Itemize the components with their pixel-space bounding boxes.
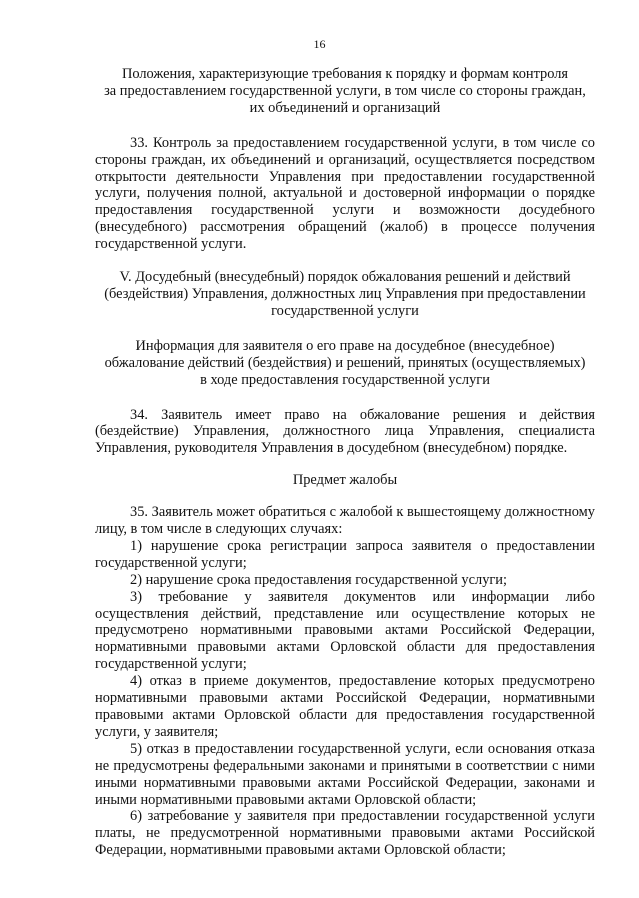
- paragraph-35: 35. Заявитель может обратиться с жалобой к вышестоящему должностному лицу, в том числе в следующих случаях:: [95, 504, 595, 538]
- page-number: 16: [313, 37, 326, 51]
- section-heading-control: [95, 66, 595, 117]
- paragraph-34: 34. Заявитель имеет право на обжалование решения и действия (бездействие) Управления, должностного лица Управления, специалиста Управления, руководителя Управления в досудебном (внесудебном) порядке.: [95, 406, 595, 457]
- heading-line: Положения, характеризующие требования к порядку и формам контроля: [121, 66, 569, 82]
- heading-line: (бездействия) Управления, должностных лиц Управления при предоставлении: [104, 285, 586, 302]
- heading-line: Информация для заявителя о его праве на досудебное (внесудебное): [135, 337, 555, 354]
- heading-line: V. Досудебный (внесудебный) порядок обжалования решений и действий: [119, 269, 571, 286]
- list-item: 3) требование у заявителя документов или информации либо осуществления действий, представление или осуществление которых не предусмотрено нормативными правовыми актами Российской Федерации, нормативными правовыми актами Орловской области для предоставления государственной услуги;: [95, 588, 595, 673]
- list-item: 2) нарушение срока предоставления государственной услуги;: [130, 571, 507, 588]
- list-item: 4) отказ в приеме документов, предоставление которых предусмотрено нормативными правовыми актами Российской Федерации, нормативными правовыми актами Орловской области для предоставления государственной услуги, у заявителя;: [95, 673, 595, 740]
- document-content: [95, 66, 595, 859]
- list-item: 1) нарушение срока регистрации запроса заявителя о предоставлении государственной услуги;: [95, 537, 595, 571]
- list-item: 5) отказ в предоставлении государственной услуги, если основания отказа не предусмотрены федеральными законами и принятыми в соответствии с ними иными нормативными правовыми актами Российской Федерации, законами и иными нормативными правовыми актами Орловской области;: [95, 740, 595, 808]
- section-heading-appeal: [95, 269, 595, 320]
- section-heading-subject: Предмет жалобы: [292, 472, 398, 489]
- heading-line: обжалование действий (бездействия) и решений, принятых (осуществляемых): [104, 354, 586, 371]
- list-item: 6) затребование у заявителя при предоставлении государственной услуги платы, не предусмотренной нормативными правовыми актами Российской Федерации, нормативными правовыми актами Орловской области;: [95, 808, 595, 859]
- heading-line: государственной услуги: [271, 302, 419, 319]
- paragraph-33: 33. Контроль за предоставлением государственной услуги, в том числе со стороны граждан, их объединений и организаций, осуществляется посредством открытости деятельности Управления при предоставлении государственной услуги, получения полной, актуальной и достоверной информации о порядке предоставления государственной услуги и возможности досудебного (внесудебного) рассмотрения обращений (жалоб) в процессе получения государственной услуги.: [95, 134, 595, 253]
- complaint-list: [95, 504, 595, 859]
- heading-line: в ходе предоставления государственной услуги: [200, 371, 490, 388]
- heading-line: их объединений и организаций: [249, 99, 441, 116]
- section-heading-info: [95, 338, 595, 389]
- heading-line: за предоставлением государственной услуги, в том числе со стороны граждан,: [104, 82, 586, 99]
